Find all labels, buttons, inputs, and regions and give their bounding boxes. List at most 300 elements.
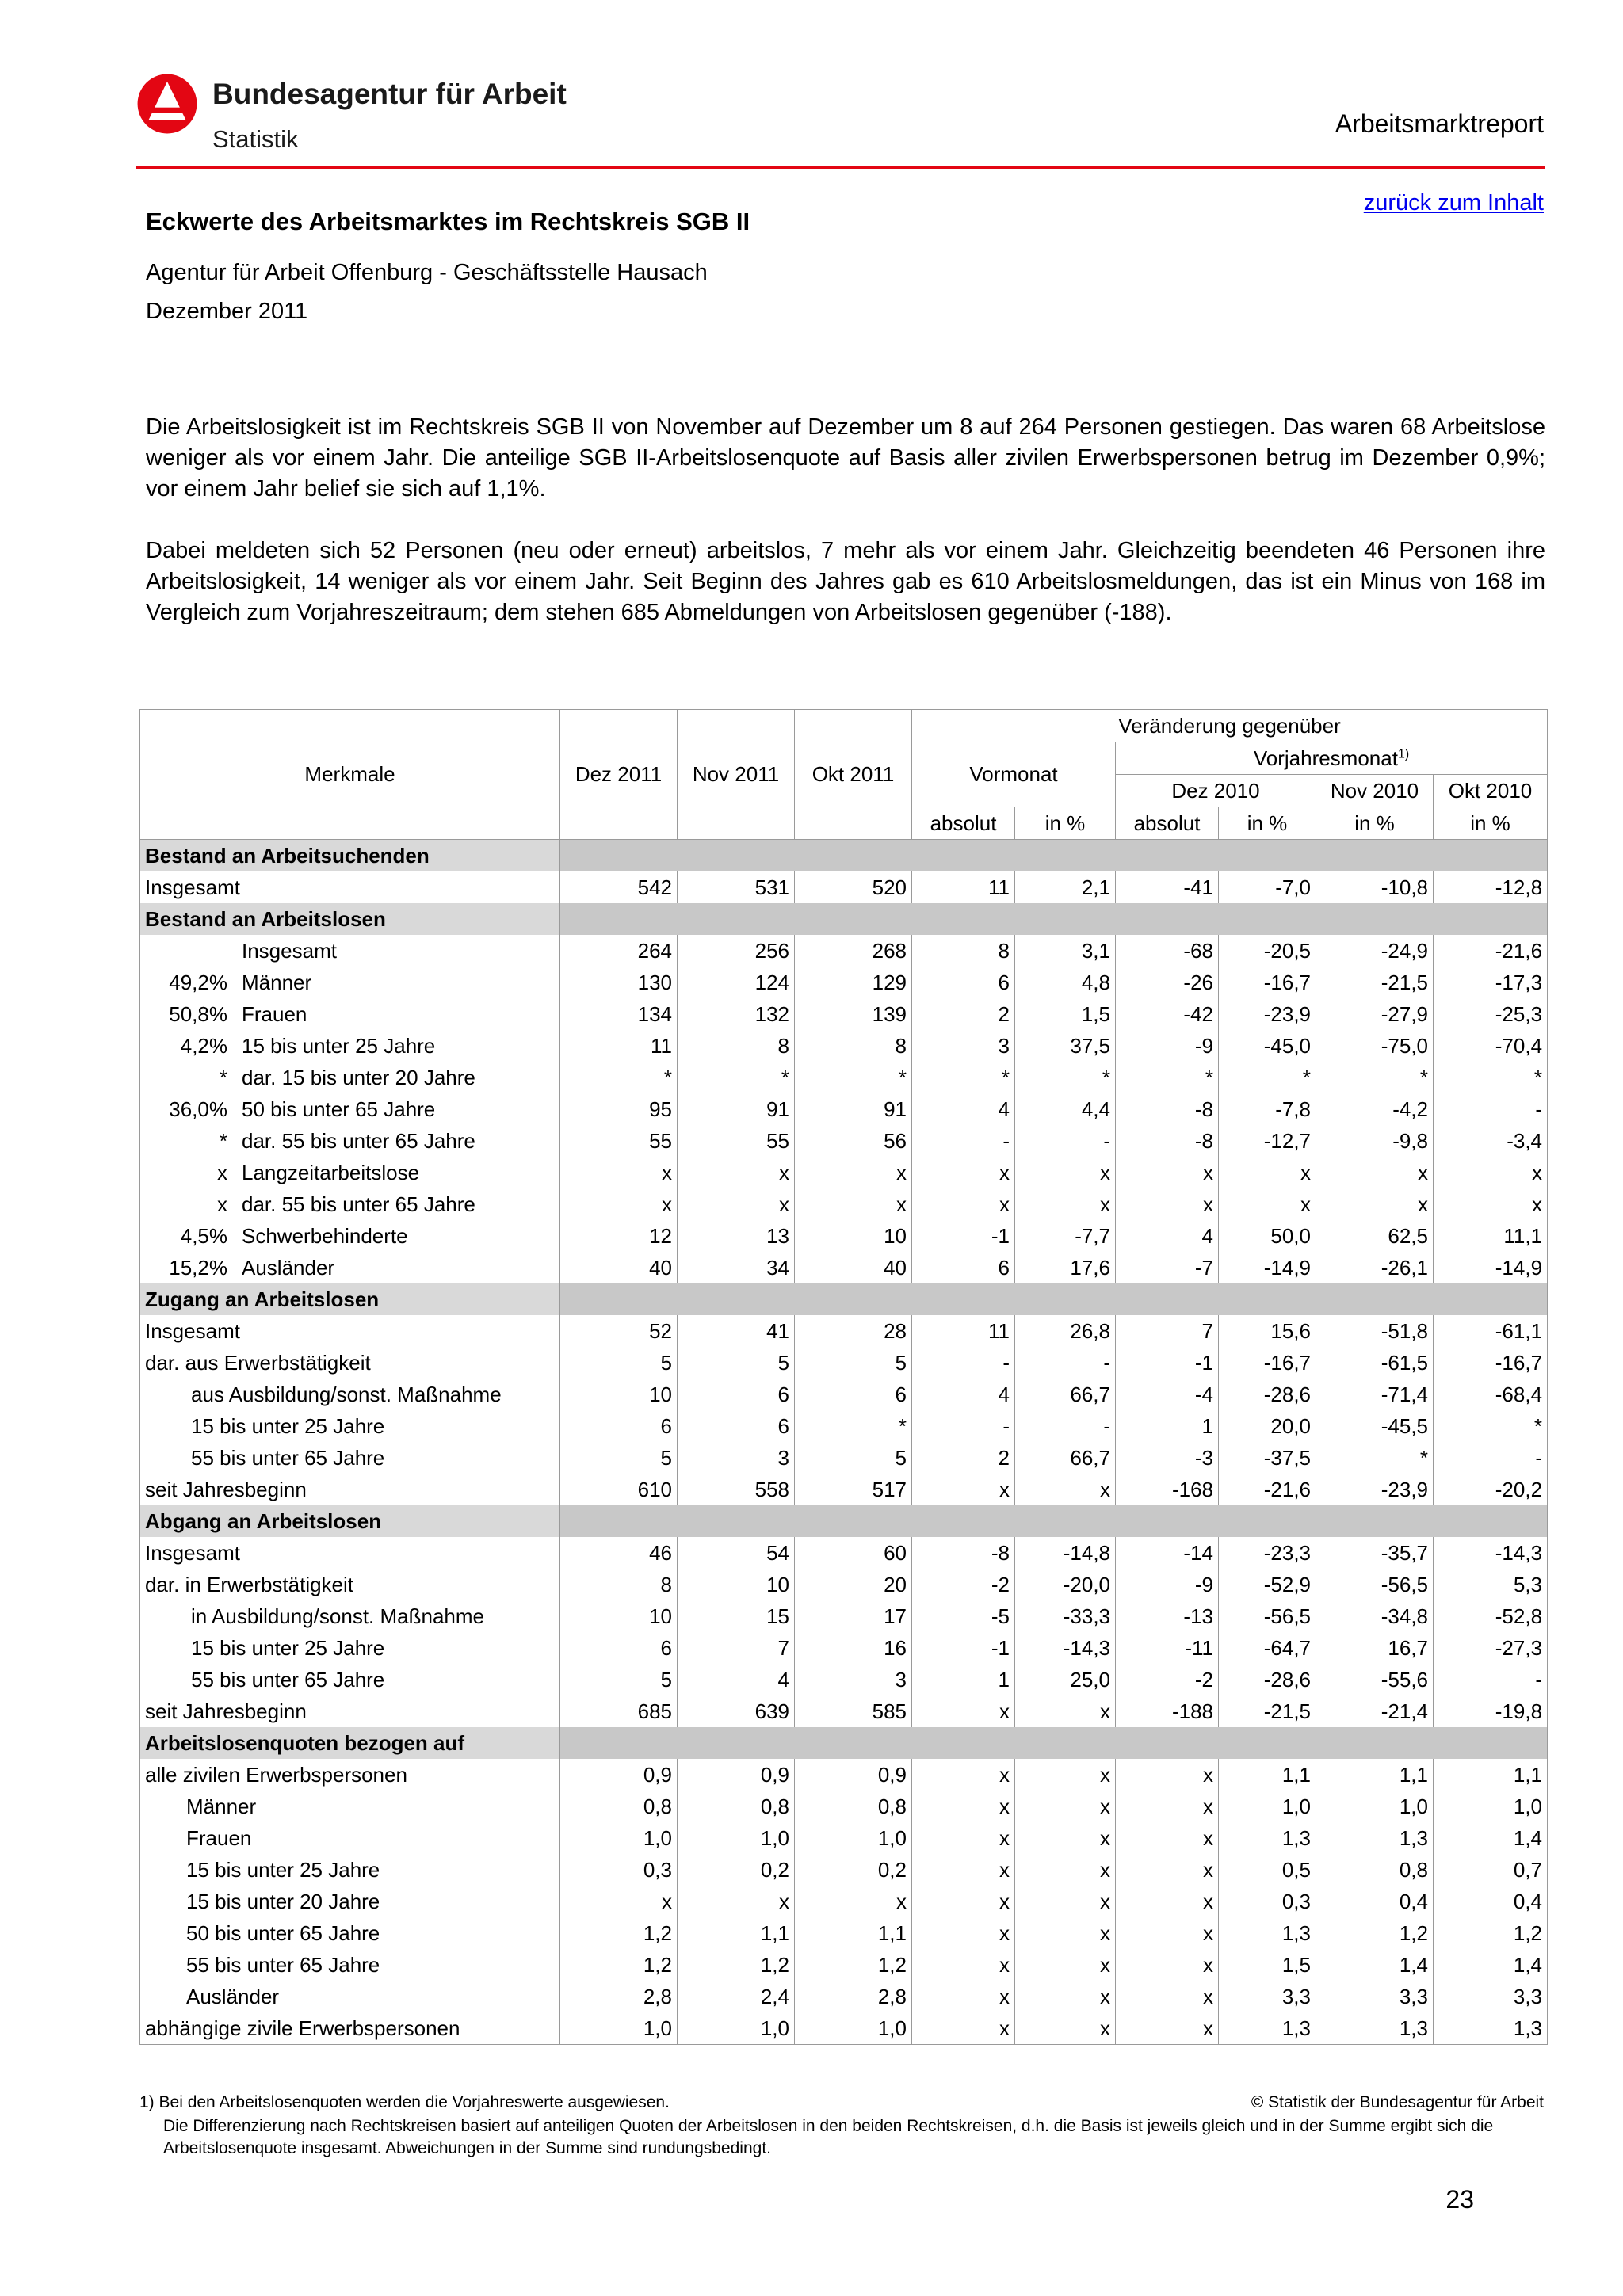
back-to-contents-link[interactable]: zurück zum Inhalt [1363, 190, 1544, 215]
value-cell: x [1116, 1886, 1219, 1917]
value-cell: 10 [560, 1379, 678, 1410]
row-label-cell [140, 1917, 560, 1949]
row-label-text: 55 bis unter 65 Jahre [186, 1952, 380, 1977]
value-cell: -45,0 [1219, 1030, 1316, 1062]
value-cell: x [912, 1188, 1015, 1220]
value-cell: -8 [1116, 1093, 1219, 1125]
value-cell: 0,9 [560, 1759, 678, 1791]
value-cell: x [1015, 1157, 1116, 1188]
table-row [140, 1759, 1548, 1791]
value-cell: x [1015, 1474, 1116, 1505]
row-label-text: 55 bis unter 65 Jahre [191, 1445, 385, 1470]
value-cell: 2,8 [795, 1981, 912, 2012]
value-cell: 268 [795, 935, 912, 967]
value-cell: x [1015, 1759, 1116, 1791]
section-header-row [140, 1727, 1548, 1759]
row-label-text: 55 bis unter 65 Jahre [191, 1667, 385, 1691]
row-label-text: 15 bis unter 25 Jahre [191, 1635, 385, 1660]
value-cell: 1,2 [1434, 1917, 1548, 1949]
table-row [140, 1030, 1548, 1062]
value-cell: x [1116, 1157, 1219, 1188]
value-cell: -9,8 [1316, 1125, 1434, 1157]
table-row [140, 1220, 1548, 1252]
value-cell: -64,7 [1219, 1632, 1316, 1664]
value-cell: 11 [912, 1315, 1015, 1347]
value-cell: 1,2 [560, 1917, 678, 1949]
row-label-cell [140, 1157, 560, 1188]
value-cell: 2 [912, 998, 1015, 1030]
value-cell: 10 [795, 1220, 912, 1252]
table-row [140, 1791, 1548, 1822]
row-label-text: dar. 55 bis unter 65 Jahre [242, 1128, 475, 1153]
value-cell: x [1219, 1188, 1316, 1220]
value-cell: 41 [678, 1315, 795, 1347]
row-label [145, 1256, 555, 1280]
value-cell: x [795, 1157, 912, 1188]
value-cell: * [1219, 1062, 1316, 1093]
value-cell: -52,8 [1434, 1600, 1548, 1632]
row-label [145, 1541, 555, 1566]
section-header-row [140, 903, 1548, 935]
value-cell: 0,4 [1434, 1886, 1548, 1917]
value-cell: -16,7 [1219, 967, 1316, 998]
row-label [145, 1383, 555, 1407]
value-cell: 56 [795, 1125, 912, 1157]
row-label [145, 1478, 555, 1502]
table-row [140, 1569, 1548, 1600]
value-cell: 1,1 [795, 1917, 912, 1949]
value-cell: -188 [1116, 1695, 1219, 1727]
value-cell: -52,9 [1219, 1569, 1316, 1600]
value-cell: x [1116, 1949, 1219, 1981]
value-cell: -7,8 [1219, 1093, 1316, 1125]
value-cell: 139 [795, 998, 912, 1030]
value-cell: 1,0 [795, 1822, 912, 1854]
row-label [145, 1066, 555, 1090]
value-cell: 91 [678, 1093, 795, 1125]
table-row [140, 1379, 1548, 1410]
org-name: Bundesagentur für Arbeit [212, 78, 567, 110]
value-cell: x [1434, 1157, 1548, 1188]
row-label [145, 1002, 555, 1027]
row-label-text: Männer [186, 1794, 257, 1818]
header-okt-2010: Okt 2010 [1434, 775, 1548, 807]
section-fill [560, 840, 1548, 872]
value-cell: -9 [1116, 1030, 1219, 1062]
row-label-text: 15 bis unter 25 Jahre [186, 1857, 380, 1882]
value-cell: 1,5 [1219, 1949, 1316, 1981]
row-share: 50,8% [169, 1001, 227, 1026]
value-cell: 1,1 [1219, 1759, 1316, 1791]
table-row [140, 1125, 1548, 1157]
value-cell: 1,1 [678, 1917, 795, 1949]
value-cell: x [678, 1188, 795, 1220]
table-row [140, 1981, 1548, 2012]
value-cell: 1,4 [1434, 1822, 1548, 1854]
row-label [145, 1826, 555, 1851]
summary-paragraph-2: Dabei meldeten sich 52 Personen (neu oder erneut) arbeitslos, 7 mehr als vor einem Jahr. Gleichzeitig beendeten 46 Personen ihre Arbeitslosigkeit, 14 weniger als vor einem Jahr. Seit Beginn des Jahres gab es 610 Arbeitslosmeldungen, das ist ein Minus von 168 im Vergleich zum Vorjahreszeitraum; dem stehen 685 Abmeldungen von Arbeitslosen gegenüber (-188). [146, 538, 1545, 625]
value-cell: 1 [1116, 1410, 1219, 1442]
value-cell: 50,0 [1219, 1220, 1316, 1252]
value-cell: 1,2 [1316, 1917, 1434, 1949]
row-label-cell [140, 1664, 560, 1695]
value-cell: 17,6 [1015, 1252, 1116, 1283]
row-label-cell [140, 1410, 560, 1442]
value-cell: -21,5 [1219, 1695, 1316, 1727]
row-share: 4,5% [180, 1223, 227, 1248]
value-cell: -14,9 [1434, 1252, 1548, 1283]
value-cell: -51,8 [1316, 1315, 1434, 1347]
row-label [145, 1668, 555, 1692]
row-label-text: dar. in Erwerbstätigkeit [145, 1572, 354, 1596]
section-title: Zugang an Arbeitslosen [140, 1283, 560, 1315]
value-cell: -12,7 [1219, 1125, 1316, 1157]
value-cell: 4 [912, 1093, 1015, 1125]
footnote-ref: 1) [1397, 746, 1410, 761]
value-cell: 1,4 [1316, 1949, 1434, 1981]
row-label [145, 1319, 555, 1344]
row-label-cell [140, 1632, 560, 1664]
value-cell: -41 [1116, 871, 1219, 903]
value-cell: 1,3 [1219, 1917, 1316, 1949]
value-cell: 5 [560, 1664, 678, 1695]
table-row [140, 967, 1548, 998]
value-cell: 12 [560, 1220, 678, 1252]
copyright-note: © Statistik der Bundesagentur für Arbeit [1251, 2093, 1544, 2111]
row-share: 4,2% [180, 1033, 227, 1058]
row-label-cell [140, 998, 560, 1030]
value-cell: 55 [678, 1125, 795, 1157]
row-label-text: dar. 15 bis unter 20 Jahre [242, 1065, 475, 1089]
table-row [140, 1315, 1548, 1347]
value-cell: 26,8 [1015, 1315, 1116, 1347]
value-cell: 1,5 [1015, 998, 1116, 1030]
value-cell: x [1219, 1157, 1316, 1188]
row-label [145, 1890, 555, 1914]
value-cell: 1,2 [678, 1949, 795, 1981]
row-label-cell [140, 1347, 560, 1379]
value-cell: 0,5 [1219, 1854, 1316, 1886]
table-body [140, 840, 1548, 2045]
value-cell: 1,0 [1219, 1791, 1316, 1822]
header-vorjahr-absolut: absolut [1116, 807, 1219, 840]
value-cell: 1,0 [1316, 1791, 1434, 1822]
table-row [140, 935, 1548, 967]
row-label [145, 939, 555, 963]
value-cell: 6 [560, 1632, 678, 1664]
value-cell: -34,8 [1316, 1600, 1434, 1632]
value-cell: 46 [560, 1537, 678, 1569]
table-row [140, 1093, 1548, 1125]
value-cell: 1,2 [795, 1949, 912, 1981]
value-cell: 610 [560, 1474, 678, 1505]
value-cell: 66,7 [1015, 1442, 1116, 1474]
header-logo [136, 73, 580, 160]
value-cell: - [912, 1410, 1015, 1442]
table-row [140, 1252, 1548, 1283]
value-cell: -7 [1116, 1252, 1219, 1283]
table-row [140, 1537, 1548, 1569]
value-cell: x [1116, 2012, 1219, 2045]
value-cell: -11 [1116, 1632, 1219, 1664]
value-cell: 3,3 [1219, 1981, 1316, 2012]
value-cell: 8 [678, 1030, 795, 1062]
value-cell: 52 [560, 1315, 678, 1347]
table-row [140, 998, 1548, 1030]
row-label-cell [140, 1030, 560, 1062]
row-label-text: Frauen [186, 1825, 252, 1850]
value-cell: 16 [795, 1632, 912, 1664]
value-cell: 13 [678, 1220, 795, 1252]
table-row [140, 1410, 1548, 1442]
row-label-cell [140, 1252, 560, 1283]
value-cell: 2,1 [1015, 871, 1116, 903]
summary-paragraph-1: Die Arbeitslosigkeit ist im Rechtskreis SGB II von November auf Dezember um 8 auf 264 Personen gestiegen. Das waren 68 Arbeitslose weniger als vor einem Jahr. Die anteilige SGB II-Arbeitslosenquote auf Basis aller zivilen Erwerbspersonen betrug im Dezember 0,9%; vor einem Jahr belief sie sich auf 1,1%. [146, 414, 1545, 502]
row-label-cell [140, 1981, 560, 2012]
row-label-cell [140, 967, 560, 998]
value-cell: -27,9 [1316, 998, 1434, 1030]
value-cell: 17 [795, 1600, 912, 1632]
header-merkmale: Merkmale [140, 710, 560, 840]
value-cell: x [912, 1791, 1015, 1822]
row-label-cell [140, 1442, 560, 1474]
value-cell: 1 [912, 1664, 1015, 1695]
value-cell: 2,4 [678, 1981, 795, 2012]
value-cell: x [560, 1157, 678, 1188]
value-cell: 4 [1116, 1220, 1219, 1252]
value-cell: 1,0 [678, 2012, 795, 2045]
row-label-cell [140, 1379, 560, 1410]
value-cell: 8 [912, 935, 1015, 967]
report-label: Arbeitsmarktreport [1335, 109, 1544, 138]
value-cell: -27,3 [1434, 1632, 1548, 1664]
value-cell: -16,7 [1434, 1347, 1548, 1379]
value-cell: - [1015, 1125, 1116, 1157]
row-label [145, 875, 555, 900]
value-cell: 0,4 [1316, 1886, 1434, 1917]
value-cell: 1,1 [1434, 1759, 1548, 1791]
value-cell: x [912, 1981, 1015, 2012]
value-cell: -16,7 [1219, 1347, 1316, 1379]
header-okt2010-pct: in % [1434, 807, 1548, 840]
header-nov-2011: Nov 2011 [678, 710, 795, 840]
value-cell: 5 [795, 1442, 912, 1474]
value-cell: -24,9 [1316, 935, 1434, 967]
header-vorjahresmonat-label: Vorjahresmonat [1253, 746, 1398, 770]
page-number: 23 [1445, 2185, 1474, 2214]
value-cell: * [1316, 1062, 1434, 1093]
value-cell: 4 [678, 1664, 795, 1695]
row-label-cell [140, 1315, 560, 1347]
table-row [140, 871, 1548, 903]
value-cell: x [1015, 1949, 1116, 1981]
value-cell: -45,5 [1316, 1410, 1434, 1442]
value-cell: 585 [795, 1695, 912, 1727]
value-cell: -61,1 [1434, 1315, 1548, 1347]
value-cell: -68,4 [1434, 1379, 1548, 1410]
row-label-text: abhängige zivile Erwerbspersonen [145, 2016, 460, 2040]
value-cell: 1,0 [1434, 1791, 1548, 1822]
value-cell: 129 [795, 967, 912, 998]
row-label-text: Ausländer [242, 1255, 335, 1280]
value-cell: 1,3 [1316, 1822, 1434, 1854]
value-cell: -2 [912, 1569, 1015, 1600]
table-row [140, 1854, 1548, 1886]
value-cell: 34 [678, 1252, 795, 1283]
value-cell: 3,3 [1316, 1981, 1434, 2012]
value-cell: 5 [560, 1442, 678, 1474]
row-label-cell [140, 2012, 560, 2045]
row-label-text: Insgesamt [145, 1540, 240, 1565]
section-header-row [140, 1283, 1548, 1315]
value-cell: x [795, 1188, 912, 1220]
value-cell: 130 [560, 967, 678, 998]
value-cell: -19,8 [1434, 1695, 1548, 1727]
value-cell: 6 [678, 1410, 795, 1442]
value-cell: x [1015, 1695, 1116, 1727]
value-cell: -9 [1116, 1569, 1219, 1600]
row-label-text: alle zivilen Erwerbspersonen [145, 1762, 407, 1787]
row-label-text: seit Jahresbeginn [145, 1699, 307, 1723]
value-cell: 2 [912, 1442, 1015, 1474]
row-label-text: 15 bis unter 20 Jahre [186, 1889, 380, 1913]
value-cell: x [912, 1917, 1015, 1949]
value-cell: -28,6 [1219, 1664, 1316, 1695]
value-cell: -56,5 [1316, 1569, 1434, 1600]
value-cell: -14,3 [1015, 1632, 1116, 1664]
value-cell: -14,8 [1015, 1537, 1116, 1569]
value-cell: 37,5 [1015, 1030, 1116, 1062]
value-cell: 0,9 [795, 1759, 912, 1791]
value-cell: 531 [678, 871, 795, 903]
value-cell: -7,0 [1219, 871, 1316, 903]
row-label-cell [140, 1474, 560, 1505]
value-cell: 0,2 [678, 1854, 795, 1886]
value-cell: 5 [678, 1347, 795, 1379]
value-cell: -23,9 [1316, 1474, 1434, 1505]
row-label [145, 1034, 555, 1058]
value-cell: 20,0 [1219, 1410, 1316, 1442]
value-cell: x [1116, 1188, 1219, 1220]
value-cell: -56,5 [1219, 1600, 1316, 1632]
value-cell: 5,3 [1434, 1569, 1548, 1600]
section-title: Bestand an Arbeitsuchenden [140, 840, 560, 872]
table-row [140, 1442, 1548, 1474]
row-label-text: in Ausbildung/sonst. Maßnahme [191, 1604, 484, 1628]
value-cell: -5 [912, 1600, 1015, 1632]
value-cell: 0,3 [1219, 1886, 1316, 1917]
value-cell: 16,7 [1316, 1632, 1434, 1664]
value-cell: -20,2 [1434, 1474, 1548, 1505]
value-cell: 7 [1116, 1315, 1219, 1347]
value-cell: x [912, 1759, 1015, 1791]
header-divider [136, 166, 1545, 169]
value-cell: -4 [1116, 1379, 1219, 1410]
footnote-2: Die Differenzierung nach Rechtskreisen basiert auf anteiligen Quoten der Arbeitslosen in den beiden Rechtskreisen, d.h. die Basis ist jeweils gleich und in der Summe ergibt sich die Arbeitslosenquote insgesamt. Abweichungen in der Summe sind rundungsbedingt. [163, 2117, 1494, 2157]
value-cell: 1,0 [678, 1822, 795, 1854]
row-label-text: dar. aus Erwerbstätigkeit [145, 1350, 371, 1375]
value-cell: 10 [678, 1569, 795, 1600]
row-label-text: 15 bis unter 25 Jahre [242, 1033, 436, 1058]
value-cell: -3,4 [1434, 1125, 1548, 1157]
value-cell: x [912, 1886, 1015, 1917]
value-cell: 0,3 [560, 1854, 678, 1886]
value-cell: 0,8 [560, 1791, 678, 1822]
value-cell: -7,7 [1015, 1220, 1116, 1252]
row-label-cell [140, 935, 560, 967]
value-cell: -75,0 [1316, 1030, 1434, 1062]
row-label [145, 1224, 555, 1249]
value-cell: x [1015, 1188, 1116, 1220]
table-row [140, 1632, 1548, 1664]
value-cell: x [1015, 1886, 1116, 1917]
value-cell: 6 [912, 1252, 1015, 1283]
row-label-cell [140, 1886, 560, 1917]
value-cell: -68 [1116, 935, 1219, 967]
value-cell: x [1015, 2012, 1116, 2045]
value-cell: -13 [1116, 1600, 1219, 1632]
value-cell: 134 [560, 998, 678, 1030]
row-label-text: seit Jahresbeginn [145, 1477, 307, 1501]
row-label-cell [140, 1791, 560, 1822]
value-cell: -25,3 [1434, 998, 1548, 1030]
value-cell: -168 [1116, 1474, 1219, 1505]
value-cell: 91 [795, 1093, 912, 1125]
value-cell: 264 [560, 935, 678, 967]
value-cell: 3 [912, 1030, 1015, 1062]
row-label [145, 1414, 555, 1439]
value-cell: x [560, 1886, 678, 1917]
value-cell: 1,3 [1219, 2012, 1316, 2045]
value-cell: * [912, 1062, 1015, 1093]
value-cell: 60 [795, 1537, 912, 1569]
value-cell: -55,6 [1316, 1664, 1434, 1695]
value-cell: x [678, 1157, 795, 1188]
row-label-cell [140, 1695, 560, 1727]
value-cell: x [912, 1157, 1015, 1188]
table-row [140, 1347, 1548, 1379]
value-cell: x [1116, 1981, 1219, 2012]
value-cell: - [912, 1125, 1015, 1157]
value-cell: - [1434, 1664, 1548, 1695]
report-period: Dezember 2011 [146, 299, 308, 324]
value-cell: x [1015, 1981, 1116, 2012]
value-cell: - [1015, 1410, 1116, 1442]
value-cell: 685 [560, 1695, 678, 1727]
value-cell: * [678, 1062, 795, 1093]
row-label [145, 1351, 555, 1375]
value-cell: 639 [678, 1695, 795, 1727]
value-cell: -42 [1116, 998, 1219, 1030]
section-header-row [140, 840, 1548, 872]
row-label-text: Frauen [242, 1001, 307, 1026]
row-label-text: Insgesamt [145, 1318, 240, 1343]
row-label-text: 50 bis unter 65 Jahre [242, 1097, 436, 1121]
value-cell: 1,0 [795, 2012, 912, 2045]
labour-market-table [139, 709, 1548, 2045]
row-label-cell [140, 1949, 560, 1981]
value-cell: x [1116, 1917, 1219, 1949]
value-cell: 132 [678, 998, 795, 1030]
row-label-cell [140, 1125, 560, 1157]
value-cell: x [1116, 1854, 1219, 1886]
value-cell: -2 [1116, 1664, 1219, 1695]
row-label-text: aus Ausbildung/sonst. Maßnahme [191, 1382, 502, 1406]
row-label-text: Schwerbehinderte [242, 1223, 408, 1248]
value-cell: x [560, 1188, 678, 1220]
value-cell: 40 [560, 1252, 678, 1283]
row-label [145, 1161, 555, 1185]
